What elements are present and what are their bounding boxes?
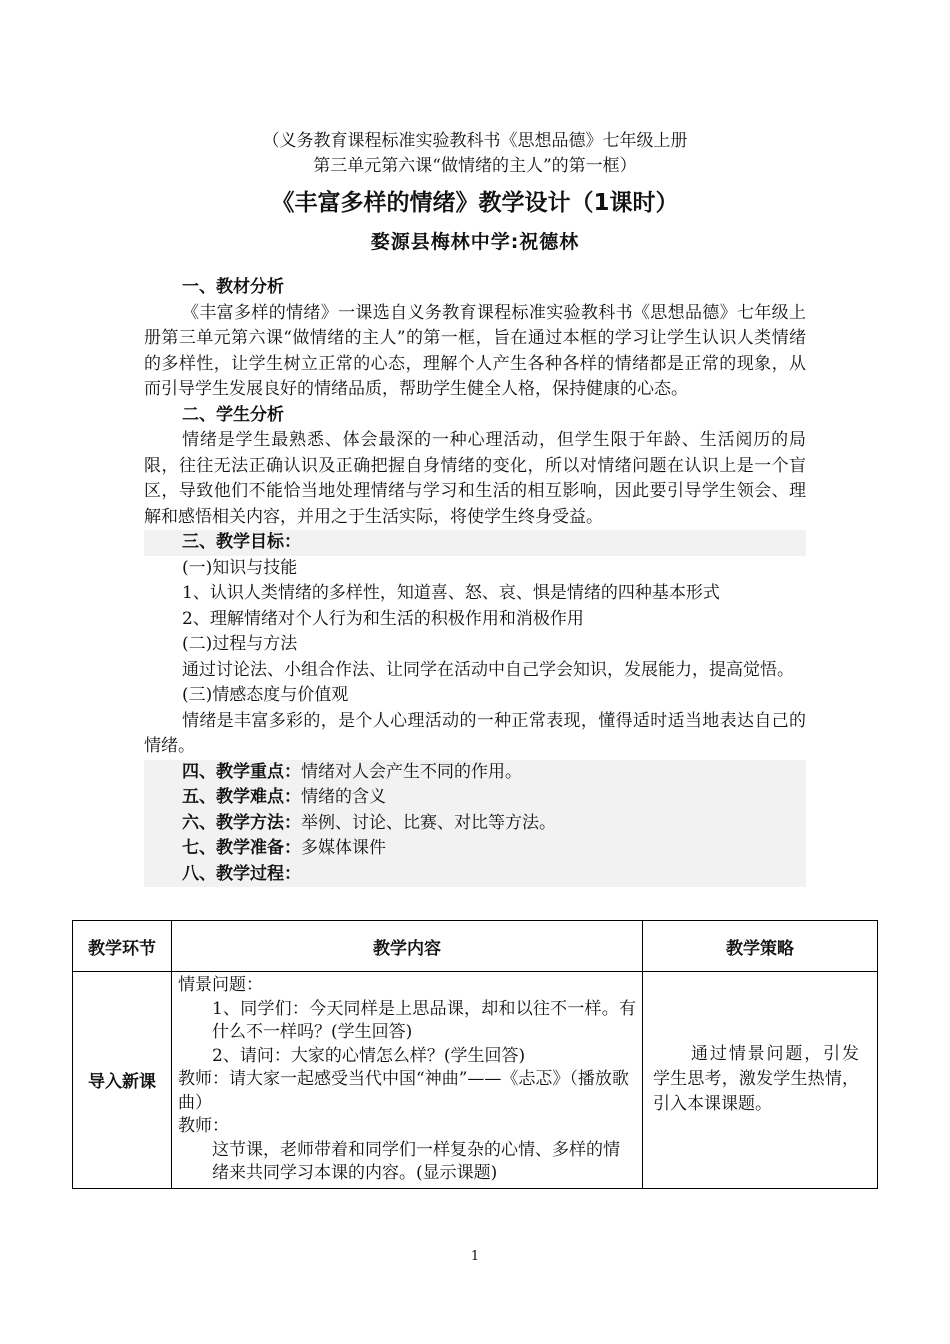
key-point-label: 七、教学准备： xyxy=(182,838,301,858)
page-number: 1 xyxy=(470,1249,480,1264)
subtitle-line-1: （义务教育课程标准实验教科书《思想品德》七年级上册 xyxy=(262,131,688,151)
stage-cell: 导入新课 xyxy=(73,972,172,1189)
teaching-process-table xyxy=(72,920,878,1189)
section-heading-student-analysis: 二、学生分析 xyxy=(182,404,284,425)
key-point-value: 举例、讨论、比赛、对比等方法。 xyxy=(301,812,556,833)
goal-subheading-knowledge: (一)知识与技能 xyxy=(182,557,298,578)
table-row xyxy=(73,972,878,1189)
header-cell-stage: 教学环节 xyxy=(73,921,172,972)
content-line: 2、请问：大家的心情怎么样？(学生回答) xyxy=(212,1045,526,1066)
strategy-cell: 通过情景问题，引发学生思考，激发学生热情，引入本课课题。 xyxy=(643,972,878,1189)
content-line: 1、同学们：今天同样是上思品课，却和以往不一样。有什么不一样吗？(学生回答) xyxy=(212,998,636,1042)
textbook-analysis-paragraph: 《丰富多样的情绪》一课选自义务教育课程标准实验教科书《思想品德》七年级上册第三单元第六课“做情绪的主人”的第一框，旨在通过本框的学习让学生认识人类情绪的多样性，让学生树立正常的心态，理解个人产生各种各样的情绪都是正常的现象，从而引导学生发展良好的情绪品质，帮助学生健全人格，保持健康的心态。 xyxy=(144,302,806,399)
section-heading-teaching-goals: 三、教学目标： xyxy=(144,530,806,556)
key-point-methods xyxy=(144,811,806,837)
key-point-process xyxy=(144,862,806,888)
key-point-label: 五、教学难点： xyxy=(182,787,301,807)
goal-process-text: 通过讨论法、小组合作法、让同学在活动中自己学会知识，发展能力，提高觉悟。 xyxy=(182,659,794,680)
goal-subheading-attitude: (三)情感态度与价值观 xyxy=(182,685,349,705)
author-line: 婺源县梅林中学:祝德林 xyxy=(370,231,580,253)
key-point-label: 八、教学过程： xyxy=(182,863,301,884)
key-point-emphasis xyxy=(144,760,806,786)
key-point-value: 多媒体课件 xyxy=(301,838,386,858)
document-body xyxy=(144,275,806,887)
key-points-block xyxy=(144,760,806,888)
key-point-value: 情绪的含义 xyxy=(301,787,386,807)
goal-item-1: 1、认识人类情绪的多样性，知道喜、怒、哀、惧是情绪的四种基本形式 xyxy=(182,583,720,603)
key-point-label: 四、教学重点： xyxy=(182,761,301,782)
content-line: 教师：请大家一起感受当代中国“神曲”——《忐忑》（播放歌曲） xyxy=(178,1069,629,1113)
content-line: 教师： xyxy=(178,1116,229,1136)
goal-item-2: 2、理解情绪对个人行为和生活的积极作用和消极作用 xyxy=(182,608,584,629)
content-cell xyxy=(172,972,643,1189)
section-heading-textbook-analysis: 一、教材分析 xyxy=(182,277,284,297)
content-line: 这节课，老师带着和同学们一样复杂的心情、多样的情绪来共同学习本课的内容。(显示课题) xyxy=(212,1139,620,1183)
subtitle-line-2: 第三单元第六课“做情绪的主人”的第一框） xyxy=(313,156,637,176)
student-analysis-paragraph: 情绪是学生最熟悉、体会最深的一种心理活动，但学生限于年龄、生活阅历的局限，往往无法正确认识及正确把握自身情绪的变化，所以对情绪问题在认识上是一个盲区，导致他们不能恰当地处理情绪与学习和生活的相互影响，因此要引导学生领会、理解和感悟相关内容，并用之于生活实际，将使学生终身受益。 xyxy=(144,430,806,527)
header-cell-strategy: 教学策略 xyxy=(643,921,878,972)
key-point-label: 六、教学方法： xyxy=(182,812,301,833)
key-point-difficulty xyxy=(144,785,806,811)
key-point-preparation xyxy=(144,836,806,862)
goal-attitude-text: 情绪是丰富多彩的，是个人心理活动的一种正常表现，懂得适时适当地表达自己的情绪。 xyxy=(144,710,806,756)
key-point-value: 情绪对人会产生不同的作用。 xyxy=(301,761,522,782)
content-line: 情景问题： xyxy=(178,975,263,995)
document-title: 《丰富多样的情绪》教学设计（1课时） xyxy=(271,190,679,216)
header-cell-content: 教学内容 xyxy=(172,921,643,972)
goal-subheading-process: (二)过程与方法 xyxy=(182,634,298,654)
table-header-row xyxy=(73,921,878,972)
